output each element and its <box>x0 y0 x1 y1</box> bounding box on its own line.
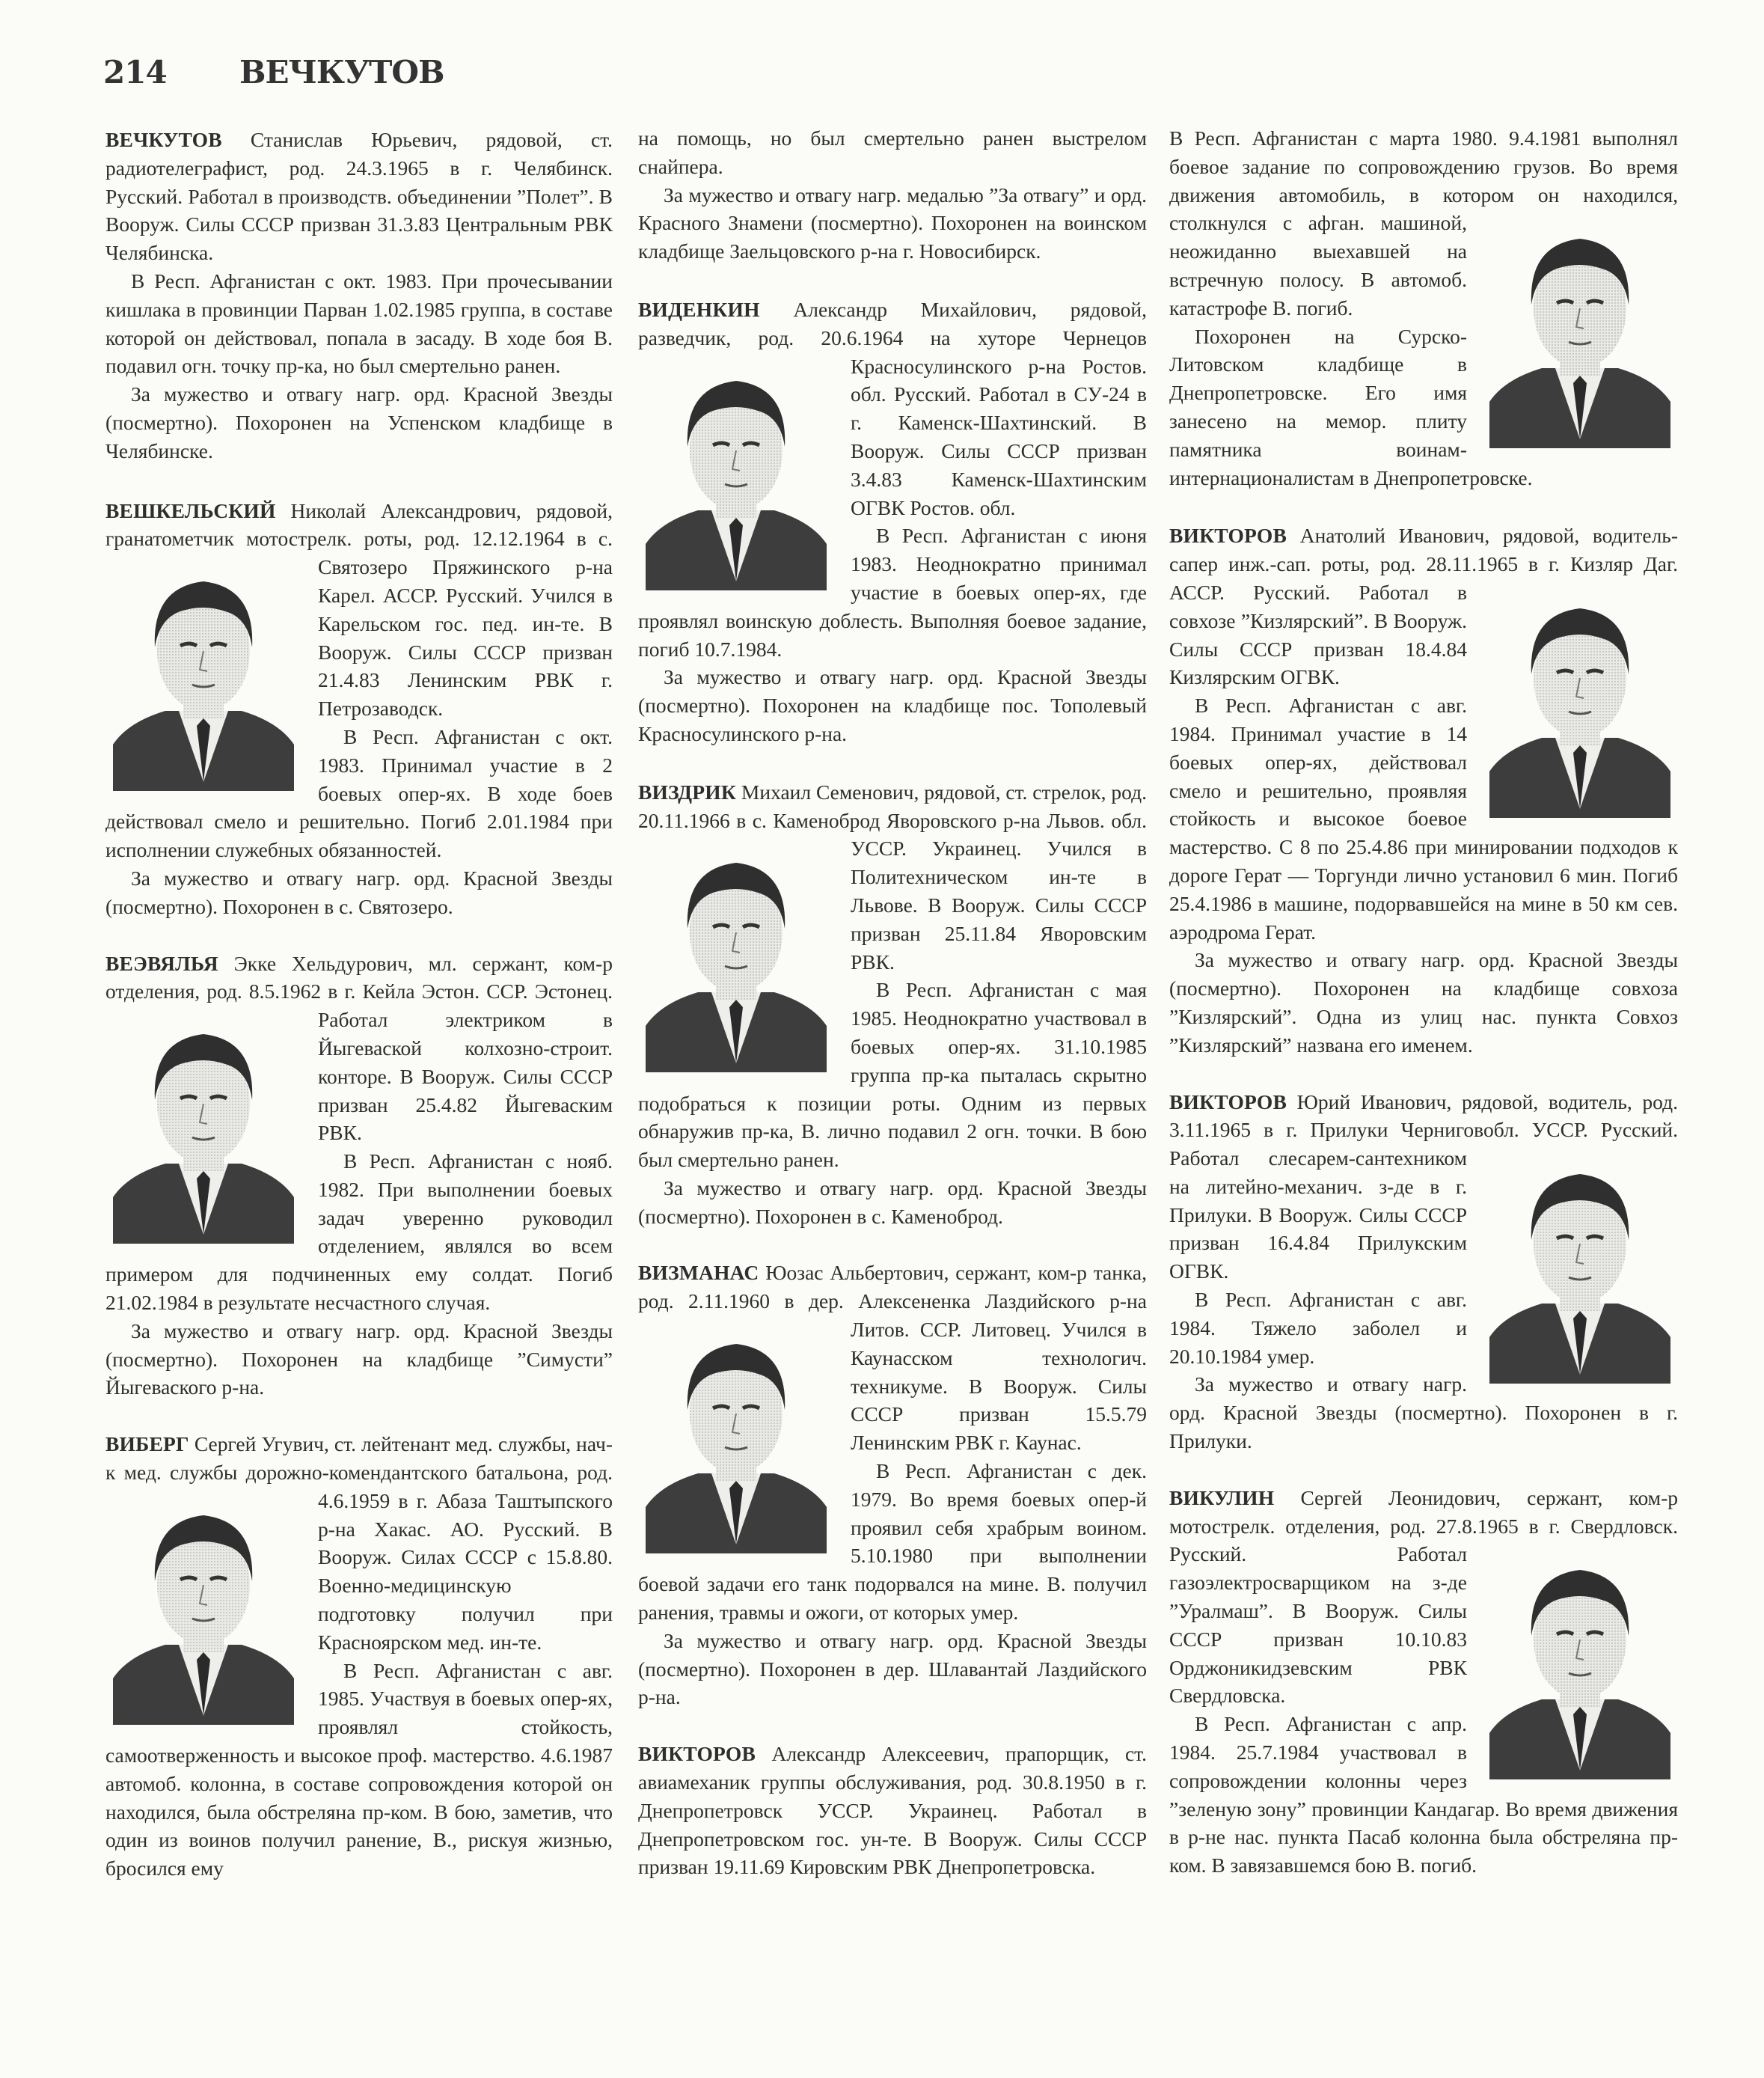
entry-service: В Респ. Афганистан с июня 1983. Неоднократно принимал участие в боевых опер-ях, где проявлял воинскую доблесть. Выполняя боевое задание, погиб 10.7.1984. <box>638 524 1147 661</box>
entry-service: В Респ. Афганистан с окт. 1983. Принимал участие в 2 боевых опер-ях. В ходе боев действовал смело и решительно. Погиб 2.01.1984 при исполнении служебных обязанностей. <box>105 724 613 862</box>
entry-viberg-continued <box>638 124 1147 266</box>
portrait-icon <box>1482 215 1678 448</box>
entry-service: В Респ. Афганистан с дек. 1979. Во время боевых опер-й проявил себя храбрым воином. 5.10.1980 при выполнении боевой задачи его танк подорвался на мине. В. получил ранения, травмы и ожоги, от которых умер. <box>638 1459 1147 1625</box>
entry-surname: ВИЗМАНАС <box>638 1261 759 1285</box>
entry-surname: ВИБЕРГ <box>105 1432 189 1456</box>
portrait-icon <box>638 357 834 590</box>
portrait-icon <box>1482 584 1678 818</box>
entry-vechkutov <box>105 126 613 465</box>
portrait-icon <box>105 1491 301 1725</box>
portrait-icon <box>638 1320 834 1553</box>
column-1 <box>105 126 613 1911</box>
entry-bio: Юрий Иванович, рядовой, водитель, род. 3.11.1965 в г. Прилуки Черниговобл. УССР. <box>1169 1090 1678 1142</box>
entry-bio: Станислав Юрьевич, рядовой, ст. радиотелеграфист, род. 24.3.1965 в г. Челябинск. Русский. Работал в производств. объединении ”Полет”. В Вооруж. Силы СССР призван 31.3.83 Центральным РВК Челябинска. <box>105 128 613 265</box>
portrait-icon <box>105 557 301 791</box>
entry-bio: Анатолий Иванович, рядовой, водитель-сапер инж.-сап. роты, род. 28.11.1965 в г. <box>1169 524 1678 576</box>
entry-bio-rest: ССР. Эстонец. Работал электриком в Йыгеваской колхозно-строит. конторе. В Вооруж. Силы СССР призван 25.4.82 Йыгеваским РВК. <box>318 980 613 1145</box>
entry-veshkelsky <box>105 497 613 921</box>
entry-service: В Респ. Афганистан с марта 1980. 9.4.1981 выполнял боевое задание по сопровождению грузов. Во время движения автомобиль, в котором он находился, столкнулся с афган. машиной, неожиданно выехавшей на встречную полосу. В автомоб. катастрофе В. погиб. <box>1169 124 1678 323</box>
portrait-photo <box>1482 1546 1678 1779</box>
entry-vizmanas <box>638 1259 1147 1711</box>
entry-bio-rest: в с. Святозеро Пряжинского р-на Карел. АССР. Русский. Учился в Карельском гос. пед. ин-те. В Вооруж. Силы СССР призван 21.4.83 Ленинским РВК г. Петрозаводск. <box>318 527 613 721</box>
entry-bio: Александр Алексеевич, прапорщик, ст. авиамеханик группы обслуживания, род. 30.8.1950 в г. Днепропетровск УССР. Украинец. Работал в Днепропетровском гос. ун-те. В Вооруж. Силы СССР призван 19.11.69 Кировским РВК Днепропетровска. <box>638 1742 1147 1879</box>
entry-surname: ВИКТОРОВ <box>1169 1090 1287 1113</box>
entry-viktorov-ai <box>1169 522 1678 1059</box>
entry-award: За мужество и отвагу нагр. орд. Красной Звезды (посмертно). Похоронен в с. Каменоброд. <box>638 1176 1147 1228</box>
entry-bio: Михаил Семенович, рядовой, ст. стрелок, род. 20.11.1966 в с. Каменоброд Яворовского <box>638 780 1147 832</box>
entry-service: В Респ. Афганистан с нояб. 1982. При выполнении боевых задач уверенно руководил отделением, являлся во всем примером для подчиненных ему солдат. Погиб 21.02.1984 в результате несчастного случая. <box>105 1149 613 1315</box>
portrait-icon <box>105 1010 301 1244</box>
entry-bio-rest: находился, столкнулся с афган. машиной, неожиданно выехавшей на встречную полосу. В автомоб. катастрофе В. погиб. <box>1169 183 1679 320</box>
entry-bio-rest: Русский. Работал газоэлектросварщиком на з-де ”Уралмаш”. В Вооруж. Силы СССР призван 10.10.83 Орджоникидзевским РВК Свердловска. <box>1169 1542 1467 1708</box>
entry-viktorov-yui <box>1169 1088 1678 1455</box>
entry-award: За мужество и отвагу нагр. орд. Красной Звезды (посмертно). Похоронен на Успенском кладбище в Челябинске. <box>105 382 613 462</box>
entry-viberg <box>105 1430 613 1883</box>
entry-award: За мужество и отвагу нагр. орд. Красной Звезды (посмертно). Похоронен в с. Святозеро. <box>105 866 613 918</box>
column-2 <box>638 124 1147 1910</box>
entry-award: За мужество и отвагу нагр. орд. Красной Звезды (посмертно). Похоронен на кладбище совхоза ”Кизлярский”. Одна из улиц нас. пункта Совхоз ”Кизлярский” названа его именем. <box>1169 948 1678 1057</box>
portrait-photo <box>1482 584 1678 818</box>
entry-service-continued: на помощь, но был смертельно ранен выстрелом снайпера. <box>638 126 1147 178</box>
portrait-photo <box>1482 215 1678 448</box>
entry-service: В Респ. Афганистан с мая 1985. Неоднократно участвовал в боевых опер-ях. 31.10.1985 группа пр-ка пыталась скрытно подобраться к позиции роты. Одним из первых обнаружив пр-ка, В. лично подавил 2 огн. точки. В бою был смертельно ранен. <box>638 978 1147 1172</box>
portrait-photo <box>105 1491 301 1725</box>
running-title: ВЕЧКУТОВ <box>239 54 444 91</box>
entry-surname: ВЕЧКУТОВ <box>105 128 222 151</box>
entry-surname: ВИЗДРИК <box>638 780 737 804</box>
entry-viktorov-aa-continued <box>1169 124 1678 492</box>
entry-service: В Респ. Афганистан с авг. 1984. Тяжело заболел и 20.10.1984 умер. <box>1169 1288 1467 1368</box>
entry-surname: ВИКУЛИН <box>1169 1485 1275 1509</box>
portrait-photo <box>638 1320 834 1553</box>
entry-award: Похоронен на Сурско-Литовском кладбище в Днепропетровске. Его имя занесено на мемор. плиту памятника воинам-интернационалистам в Днепропетровске. <box>1169 324 1533 489</box>
portrait-photo <box>638 357 834 590</box>
entry-award: За мужество и отвагу нагр. медалью ”За отвагу” и орд. Красного Знамени (посмертно). Похоронен на воинском кладбище Заельцовского р-на г. Новосибирск. <box>638 183 1147 263</box>
page-number: 214 <box>103 54 167 91</box>
entry-bio-rest: Русский. Работал слесарем-сантехником на литейно-механич. з-де в г. Прилуки. В Вооруж. Силы СССР призван 16.4.84 Прилукским ОГВК. <box>1169 1118 1678 1283</box>
entry-bio: Николай Александрович, рядовой, гранатометчик мотострелк. роты, род. 12.12.1964 <box>105 498 613 551</box>
portrait-photo <box>1482 1150 1678 1384</box>
entry-videnkin <box>638 296 1147 748</box>
portrait-icon <box>1482 1150 1678 1384</box>
entry-bio-rest: батальона, род. 4.6.1959 в г. Абаза Таштыпского р-на Хакас. АО. Русский. В Вооруж. Силах СССР с 15.8.80. Военно-медицинскую подготовку получил при Красноярском мед. ин-те. <box>318 1461 613 1654</box>
portrait-photo <box>105 557 301 791</box>
entry-award: За мужество и отвагу нагр. орд. Красной Звезды (посмертно). Похоронен в дер. Шлавантай Лаздийского р-на. <box>638 1628 1147 1709</box>
entry-vizdrik <box>638 778 1147 1231</box>
entry-service: В Респ. Афганистан с окт. 1983. При прочесывании кишлака в провинции Парван 1.02.1985 группа, в составе которой он действовал, попала в засаду. В ходе боя В. подавил огн. точку пр-ка, но был смертельно ранен. <box>105 269 613 378</box>
entry-award: За мужество и отвагу нагр. орд. Красной Звезды (посмертно). Похоронен на кладбище ”Симусти” Йыгеваского р-на. <box>105 1318 613 1399</box>
entry-veevyalya <box>105 950 613 1402</box>
portrait-photo <box>105 1010 301 1244</box>
entry-service: В Респ. Афганистан с авг. 1985. Участвуя в боевых опер-ях, проявлял стойкость, самоотверженность и высокое проф. мастерство. 4.6.1987 автомоб. колонна, в составе сопровождения которой он находился, была обстреляна пр-ком. В бою, заметив, что один из воинов получил ранение, В., рискуя жизнью, бросился ему <box>105 1658 613 1880</box>
entry-surname: ВИКТОРОВ <box>1169 524 1287 548</box>
entry-bio-rest: Кизляр Даг. АССР. Русский. Работал в совхозе ”Кизлярский”. В Вооруж. Силы СССР призван 18.4.84 Кизлярским ОГВК. <box>1169 552 1679 689</box>
entry-service: В Респ. Афганистан с авг. 1984. Принимал участие в 14 боевых опер-ях, действовал смело и решительно, проявляя стойкость и высокое боевое мастерство. С 8 по 25.4.86 при минировании подходов к дороге Герат — Торгунди лично установил 6 мин. Погиб 25.4.1986 в машине, подорвавшейся на мине в 50 км сев. аэродрома Герат. <box>1169 694 1678 944</box>
entry-bio: Сергей Леонидович, сержант, ком-р мотострелк. отделения, род. 27.8.1965 в г. Свердловск. <box>1169 1485 1678 1538</box>
entry-award: За мужество и отвагу нагр. орд. Красной Звезды (посмертно). Похоронен на кладбище пос. Тополевый Красносулинского р-на. <box>638 665 1147 745</box>
entry-bio: Юозас Альбертович, сержант, ком-р танка, род. 2.11.1960 в дер. Алексененка Лаздийского <box>638 1261 1147 1313</box>
entry-bio-rest: р-на Ростов. обл. Русский. Работал в СУ-24 в г. Каменск-Шахтинский. В Вооруж. Силы СССР призван 3.4.83 Каменск-Шахтинским ОГВК Ростов. обл. <box>851 354 1147 519</box>
entry-surname: ВЕШКЕЛЬСКИЙ <box>105 498 276 522</box>
entry-surname: ВИДЕНКИН <box>638 297 760 321</box>
entry-surname: ВИКТОРОВ <box>638 1742 756 1766</box>
entry-surname: ВЕЭВЯЛЬЯ <box>105 951 218 975</box>
portrait-icon <box>638 839 834 1072</box>
entry-bio-rest: р-на Львов. обл. УССР. Украинец. Учился в Политехническом ин-те в Львове. В Вооруж. Силы СССР призван 25.11.84 Яворовским РВК. <box>851 808 1147 974</box>
entry-bio-rest: р-на Литов. ССР. Литовец. Учился в Каунасском технологич. техникуме. В Вооруж. Силы СССР призван 15.5.79 Ленинским РВК г. Каунас. <box>851 1289 1147 1455</box>
portrait-icon <box>1482 1546 1678 1779</box>
entry-award: За мужество и отвагу нагр. орд. Красной Звезды (посмертно). Похоронен в г. Прилуки. <box>1169 1372 1678 1453</box>
entry-viktorov-aa <box>638 1740 1147 1881</box>
entry-bio: Экке Хельдурович, мл. сержант, ком-р отделения, род. 8.5.1962 в г. Кейла Эстон. <box>105 951 613 1003</box>
column-3 <box>1169 124 1678 1908</box>
entry-bio: Александр Михайлович, рядовой, разведчик, род. 20.6.1964 на хуторе Чернецов Красносулинского <box>638 297 1147 378</box>
entry-vikulin <box>1169 1484 1678 1880</box>
entry-service: В Респ. Афганистан с апр. 1984. 25.7.1984 участвовал в сопровождении колонны через ”зеленую зону” провинции Кандагар. Во время движения в р-не нас. пункта Пасаб колонна была обстреляна пр-ком. В завязавшемся бою В. погиб. <box>1169 1712 1678 1877</box>
portrait-photo <box>638 839 834 1072</box>
entry-bio: Сергей Угувич, ст. лейтенант мед. службы, нач-к мед. службы дорожно-комендантского <box>105 1432 613 1485</box>
